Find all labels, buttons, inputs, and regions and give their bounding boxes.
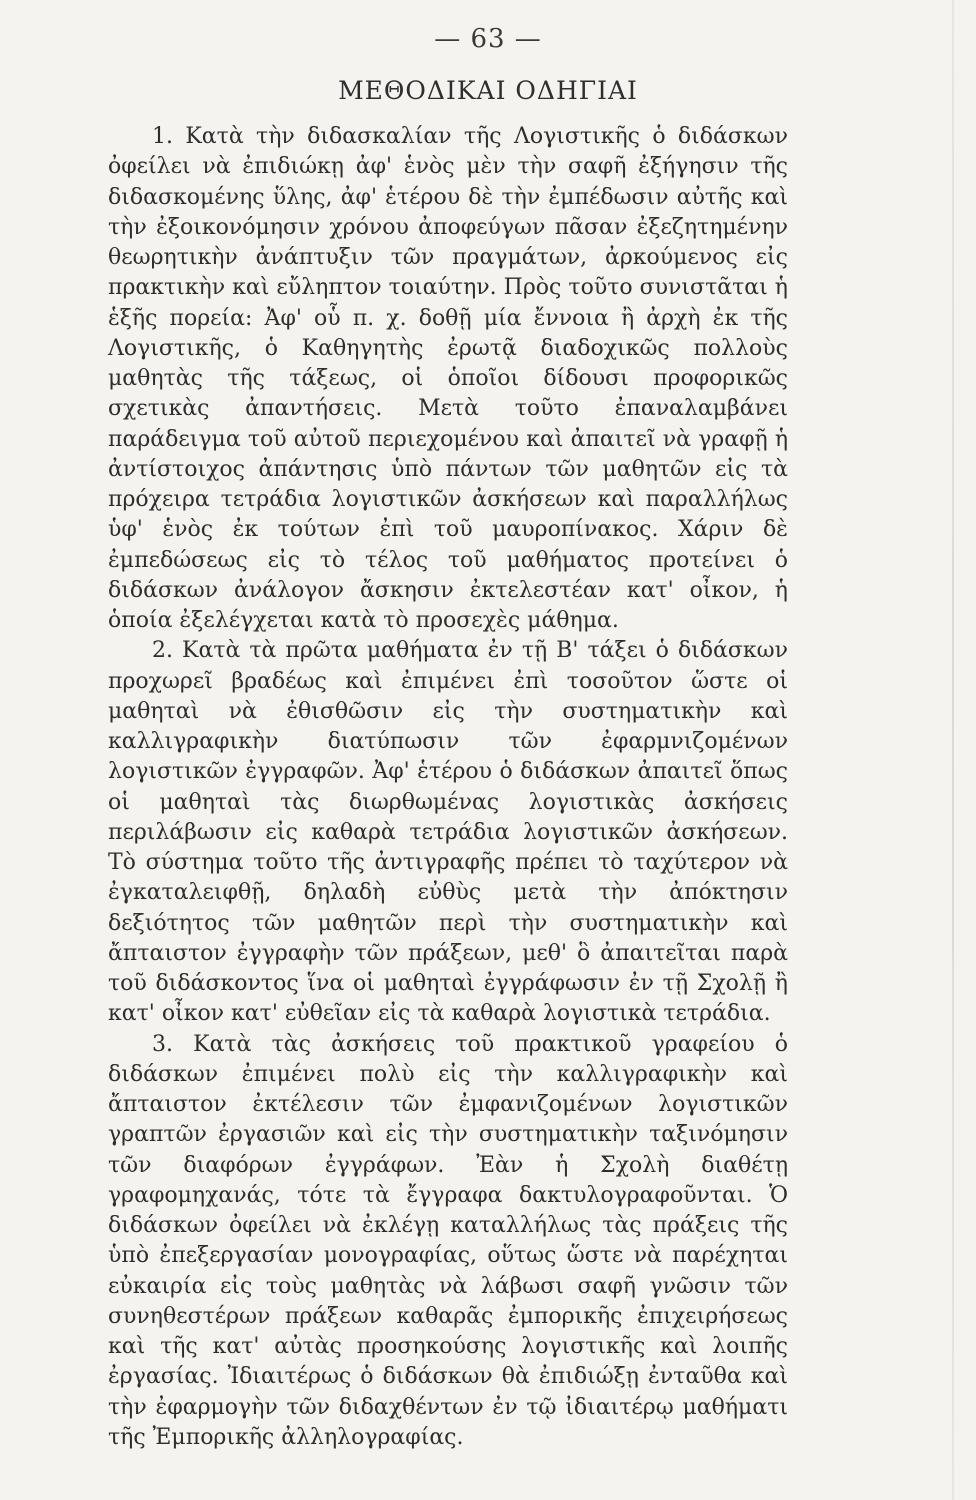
body-text <box>108 122 788 1453</box>
paragraph-3: 3. Κατὰ τὰς ἀσκήσεις τοῦ πρακτικοῦ γραφείου ὁ διδάσκων ἐπιμένει πολὺ εἰς τὴν καλλιγραφικὴν καὶ ἄπταιστον ἐκτέλεσιν τῶν ἐμφανιζομένων λογιστικῶν γραπτῶν ἐργασιῶν καὶ εἰς τὴν συστηματικὴν ταξινόμησιν τῶν διαφόρων ἐγγράφων. Ἐὰν ἡ Σχολὴ διαθέτῃ γραφομηχανάς, τότε τὰ ἔγγραφα δακτυλογραφοῦνται. Ὁ διδάσκων ὀφείλει νὰ ἐκλέγῃ καταλλήλως τὰς πράξεις τῆς ὑπὸ ἐπεξεργασίαν μονογραφίας, οὕτως ὥστε νὰ παρέχηται εὐκαιρία εἰς τοὺς μαθητὰς νὰ λάβωσι σαφῆ γνῶσιν τῶν συνηθεστέρων πράξεων καθαρᾶς ἐμπορικῆς ἐπιχειρήσεως καὶ τῆς κατ' αὐτὰς προσηκούσης λογιστικῆς καὶ λοιπῆς ἐργασίας. Ἰδιαιτέρως ὁ διδάσκων θὰ ἐπιδιώξῃ ἐνταῦθα καὶ τὴν ἐφαρμογὴν τῶν διδαχθέντων ἐν τῷ ἰδιαιτέρῳ μαθήματι τῆς Ἐμπορικῆς ἀλληλογραφίας. <box>108 1031 788 1450</box>
paragraph-2: 2. Κατὰ τὰ πρῶτα μαθήματα ἐν τῇ Β' τάξει ὁ διδάσκων προχωρεῖ βραδέως καὶ ἐπιμένει ἐπὶ τοσοῦτον ὥστε οἱ μαθηταὶ νὰ ἐθισθῶσιν εἰς τὴν συστηματικὴν καὶ καλλιγραφικὴν διατύπωσιν τῶν ἐφαρμνιζομένων λογιστικῶν ἐγγραφῶν. Ἀφ' ἑτέρου ὁ διδάσκων ἀπαιτεῖ ὅπως οἱ μαθηταὶ τὰς διωρθωμένας λογιστικὰς ἀσκήσεις περιλάβωσιν εἰς καθαρὰ τετράδια λογιστικῶν ἀσκήσεων. Τὸ σύστημα τοῦτο τῆς ἀντιγραφῆς πρέπει τὸ ταχύτερον νὰ ἐγκαταλειφθῇ, δηλαδὴ εὐθὺς μετὰ τὴν ἀπόκτησιν δεξιότητος τῶν μαθητῶν περὶ τὴν συστηματικὴν καὶ ἄπταιστον ἐγγραφὴν τῶν πράξεων, μεθ' ὃ ἀπαιτεῖται παρὰ τοῦ διδάσκοντος ἵνα οἱ μαθηταὶ ἐγγράφωσιν ἐν τῇ Σχολῇ ἢ κατ' οἶκον κατ' εὐθεῖαν εἰς τὰ καθαρὰ λογιστικὰ τετράδια. <box>108 638 788 1027</box>
paragraph-1: 1. Κατὰ τὴν διδασκαλίαν τῆς Λογιστικῆς ὁ διδάσκων ὀφείλει νὰ ἐπιδιώκῃ ἀφ' ἑνὸς μὲν τὴν σαφῆ ἐξήγησιν τῆς διδασκομένης ὕλης, ἀφ' ἑτέρου δὲ τὴν ἐμπέδωσιν αὐτῆς καὶ τὴν ἐξοικονόμησιν χρόνου ἀποφεύγων πᾶσαν ἐξεζητημένην θεωρητικὴν ἀνάπτυξιν τῶν πραγμάτων, ἀρκούμενος εἰς πρακτικὴν καὶ εὔληπτον τοιαύτην. Πρὸς τοῦτο συνιστᾶται ἡ ἑξῆς πορεία: Ἀφ' οὗ π. χ. δοθῇ μία ἔννοια ἢ ἀρχὴ ἐκ τῆς Λογιστικῆς, ὁ Καθηγητὴς ἐρωτᾷ διαδοχικῶς πολλοὺς μαθητὰς τῆς τάξεως, οἱ ὁποῖοι δίδουσι προφορικῶς σχετικὰς ἀπαντήσεις. Μετὰ τοῦτο ἐπαναλαμβάνει παράδειγμα τοῦ αὐτοῦ περιεχομένου καὶ ἀπαιτεῖ νὰ γραφῇ ἡ ἀντίστοιχος ἀπάντησις ὑπὸ πάντων τῶν μαθητῶν εἰς τὰ πρόχειρα τετράδια λογιστικῶν ἀσκήσεων καὶ παραλλήλως ὑφ' ἑνὸς ἐκ τούτων ἐπὶ τοῦ μαυροπίνακος. Χάριν δὲ ἐμπεδώσεως εἰς τὸ τέλος τοῦ μαθήματος προτείνει ὁ διδάσκων ἀνάλογον ἄσκησιν ἐκτελεστέαν κατ' οἶκον, ἡ ὁποία ἐξελέγχεται κατὰ τὸ προσεχὲς μάθημα. <box>108 124 788 633</box>
page-edge <box>952 0 954 1500</box>
section-heading: ΜΕΘΟΔΙΚΑΙ ΟΔΗΓΙΑΙ <box>338 76 638 105</box>
page-number: — 63 — <box>434 24 542 54</box>
